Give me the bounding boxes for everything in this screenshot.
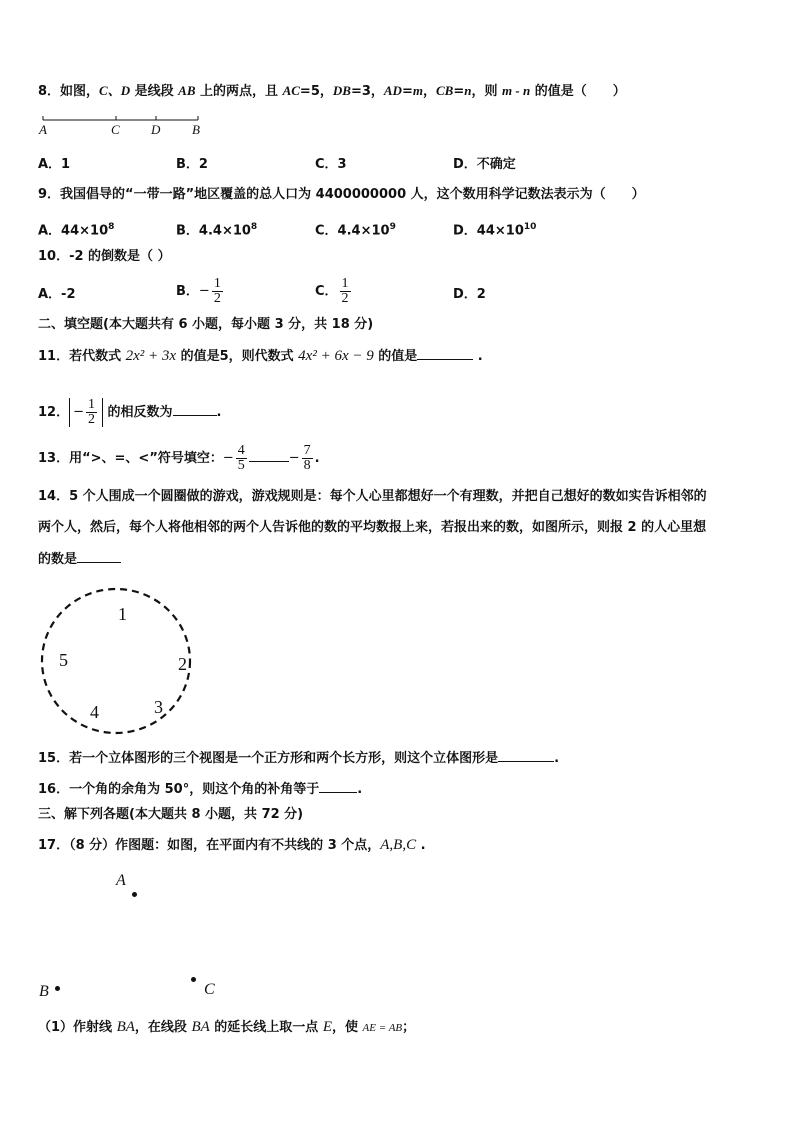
q12-fraction	[86, 398, 97, 427]
q10-option-b-fraction	[212, 277, 223, 306]
q8-label-d: D	[151, 122, 161, 137]
q8-expression: m - n	[502, 83, 531, 98]
q8-text: =	[453, 84, 465, 99]
q9-option-d-exp: 10	[523, 222, 537, 232]
q17-point-b	[55, 986, 60, 991]
q10-option-d[interactable]: D．2	[453, 287, 486, 302]
fraction-numerator: 7	[303, 443, 311, 458]
q10-option-c-fraction	[340, 277, 351, 306]
q8-segment-figure	[38, 114, 208, 144]
q16-text: 16．一个角的余角为 50°，则这个角的补角等于	[38, 782, 320, 797]
q9-option-d-base: D．44×10	[453, 223, 524, 239]
q15-answer-blank[interactable]	[498, 749, 554, 762]
fraction-numerator: 1	[341, 276, 349, 291]
q8-n: n	[464, 83, 472, 98]
q17-sub1-text: （1）作射线	[38, 1020, 117, 1035]
q15-stem	[38, 749, 559, 768]
q8-option-b[interactable]: B．2	[176, 157, 208, 172]
q9-option-c-exp: 9	[389, 222, 396, 232]
q8-text: =3，	[350, 84, 384, 99]
q12-absolute-value	[69, 398, 103, 427]
q8-ac: AC	[282, 83, 300, 98]
q10-option-b-sign: −	[198, 283, 210, 299]
q15-text: .	[554, 751, 560, 766]
q15-text: 15．若一个立体图形的三个视图是一个正方形和两个长方形，则这个立体图形是	[38, 751, 499, 766]
q11-text: 11．若代数式	[38, 349, 126, 364]
q13-fraction-1	[236, 444, 247, 473]
q11-text: 的值是	[373, 349, 418, 364]
q13-stem	[38, 444, 320, 473]
fraction-denominator: 2	[341, 291, 349, 306]
q12-text: 的相反数为	[103, 405, 173, 420]
q8-label-c: C	[111, 122, 120, 137]
q9-option-b-base: B．4.4×10	[176, 223, 251, 239]
fraction-denominator: 2	[88, 412, 95, 427]
q8-option-d[interactable]: D．不确定	[453, 157, 516, 172]
q8-segment-ab: AB	[178, 83, 196, 98]
fraction-numerator: 4	[237, 443, 245, 458]
q8-text: =5，	[299, 84, 333, 99]
section-3-heading: 三、解下列各题(本大题共 8 小题，共 72 分)	[38, 807, 304, 822]
q17-label-a: A	[116, 872, 126, 889]
q8-text: ，	[422, 84, 436, 99]
q10-option-b[interactable]	[176, 277, 225, 306]
q14-text: 的数是	[38, 552, 78, 567]
q10-option-b-label: B．	[176, 284, 199, 299]
q12-stem	[38, 398, 221, 427]
q9-option-a-exp: 8	[108, 222, 115, 232]
q13-sign-2: −	[288, 450, 300, 466]
q9-option-d[interactable]	[453, 218, 536, 240]
q17-label-c: C	[204, 981, 215, 998]
fraction-numerator: 1	[213, 276, 221, 291]
q17-subquestion-1	[38, 1018, 415, 1037]
q17-point-c	[191, 977, 196, 982]
q14-line-2: 两个人，然后，每个人将他相邻的两个人告诉他的数的平均数报上来，若报出来的数，如图所示，则报 2 的人心里想	[38, 520, 707, 535]
q8-ad: AD	[383, 83, 402, 98]
q13-fraction-2	[302, 444, 313, 473]
q17-sub1-text: 的延长线上取一点	[209, 1020, 323, 1035]
q14-line-3	[38, 550, 121, 569]
q11-text: 的值是5，则代数式	[176, 349, 299, 364]
q8-label-a: A	[39, 122, 47, 137]
q12-text: .	[216, 405, 222, 420]
fraction-denominator: 5	[237, 458, 245, 473]
q17-label-b: B	[39, 983, 49, 1000]
q17-sub1-equation: AE = AB	[362, 1022, 403, 1034]
q8-cb: CB	[436, 83, 454, 98]
q13-text: 13．用“>、=、<”符号填空：	[38, 451, 223, 466]
q17-point-a	[132, 892, 137, 897]
q13-answer-blank[interactable]	[249, 449, 289, 462]
q12-answer-blank[interactable]	[173, 403, 217, 416]
q8-text: 的值是（ ）	[530, 84, 626, 99]
q17-sub1-segment: BA	[191, 1019, 210, 1035]
q17-sub1-ray: BA	[116, 1019, 135, 1035]
q10-stem: 10．-2 的倒数是（ ）	[38, 249, 171, 264]
q10-option-c-label: C．	[315, 284, 338, 299]
q11-expression-1: 2x² + 3x	[125, 348, 177, 364]
q8-text: 上的两点，且	[195, 84, 283, 99]
q10-option-a[interactable]: A．-2	[38, 287, 76, 302]
q11-expression-2: 4x² + 6x − 9	[298, 348, 374, 364]
q8-db: DB	[332, 83, 351, 98]
q17-sub1-text: ，使	[332, 1020, 363, 1035]
q11-answer-blank[interactable]	[417, 347, 473, 360]
q11-stem	[38, 347, 483, 366]
q13-text: .	[314, 451, 320, 466]
circle-number-4: 4	[90, 702, 99, 722]
q17-sub1-text: ，在线段	[134, 1020, 192, 1035]
circle-number-2: 2	[178, 654, 187, 674]
q11-text: .	[473, 349, 483, 364]
q8-option-a[interactable]: A．1	[38, 157, 71, 172]
q14-answer-blank[interactable]	[77, 550, 121, 563]
q8-points-cd: C、D	[99, 83, 131, 98]
q17-text: 17．（8 分）作图题：如图，在平面内有不共线的 3 个点，	[38, 838, 381, 853]
q9-option-b-exp: 8	[250, 222, 258, 232]
circle-number-1: 1	[118, 604, 127, 624]
q8-label-b: B	[192, 122, 200, 137]
q8-m: m	[412, 83, 423, 98]
q8-text: =	[401, 84, 413, 99]
q9-option-a-base: A．44×10	[38, 223, 109, 239]
q17-sub1-point-e: E	[322, 1019, 332, 1035]
q9-stem: 9．我国倡导的“一带一路”地区覆盖的总人口为 4400000000 人，这个数用科学记数法表示为（ ）	[38, 187, 645, 202]
q8-stem	[38, 82, 626, 101]
fraction-denominator: 2	[213, 291, 221, 306]
q9-option-b[interactable]	[176, 218, 257, 240]
q16-text: .	[357, 782, 363, 797]
q12-text: 12．	[38, 405, 70, 420]
q16-answer-blank[interactable]	[319, 780, 357, 793]
q9-option-c[interactable]	[315, 218, 396, 240]
fraction-denominator: 8	[303, 458, 311, 473]
q13-sign-1: −	[222, 450, 234, 466]
q8-text: ，则	[471, 84, 503, 99]
circle-number-5: 5	[59, 650, 68, 670]
q17-stem	[38, 836, 426, 855]
q10-option-c[interactable]	[315, 277, 353, 306]
q17-sub1-text: ；	[402, 1020, 416, 1035]
q9-option-c-base: C．4.4×10	[315, 223, 390, 239]
q17-text: .	[416, 838, 426, 853]
q8-text: 8．如图，	[38, 84, 100, 99]
q9-option-a[interactable]	[38, 218, 114, 240]
q12-sign: −	[73, 404, 84, 420]
circle-number-3: 3	[154, 697, 163, 717]
q14-line-1: 14．5 个人围成一个圆圈做的游戏，游戏规则是：每个人心里都想好一个有理数，并把自己想好的数如实告诉相邻的	[38, 489, 707, 504]
q8-text: 是线段	[130, 84, 179, 99]
q8-option-c[interactable]: C．3	[315, 157, 347, 172]
fraction-numerator: 1	[88, 397, 95, 412]
q17-points: A,B,C	[380, 837, 417, 853]
q16-stem	[38, 780, 362, 799]
section-2-heading: 二、填空题(本大题共有 6 小题，每小题 3 分，共 18 分)	[38, 317, 374, 332]
